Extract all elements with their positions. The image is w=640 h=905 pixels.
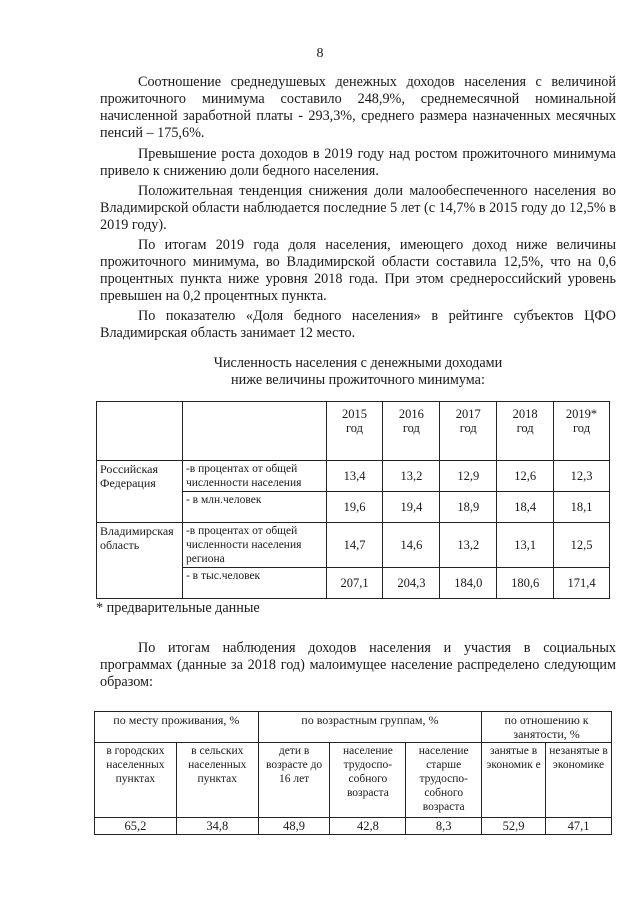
year-label: 2017 bbox=[455, 407, 481, 421]
indicator-label: - в млн.человек bbox=[182, 492, 326, 523]
low-income-distribution-table bbox=[94, 711, 612, 835]
year-unit: год bbox=[402, 421, 420, 435]
region-name: Российская Федерация bbox=[97, 461, 183, 523]
column-header: дети в возрасте до 16 лет bbox=[258, 743, 330, 818]
table-cell: 52,9 bbox=[482, 818, 546, 835]
paragraph-2019-results: По итогам 2019 года доля населения, имеющего доход ниже величины прожиточного минимума, во Владимирской области составила 12,5%, что на 0,6 процентных пункта ниже уровня 2018 года. При этом среднероссийский уровень превышен на 0,2 процентных пункта. bbox=[100, 237, 616, 304]
table-cell: 18,9 bbox=[440, 492, 497, 523]
table1-year-header bbox=[383, 402, 440, 461]
table-cell: 12,6 bbox=[497, 461, 554, 492]
table-row bbox=[97, 461, 610, 492]
table-cell: 48,9 bbox=[258, 818, 330, 835]
table-cell: 12,9 bbox=[440, 461, 497, 492]
table1-caption bbox=[100, 355, 616, 389]
group-employment: по отношению к занятости, % bbox=[482, 712, 612, 743]
poverty-population-table bbox=[96, 401, 610, 599]
paragraph-low-income-distribution: По итогам наблюдения доходов населения и участия в социальных программах (данные за 2018 год) малоимущее население распределено следующим образом: bbox=[100, 640, 616, 690]
table-cell: 13,4 bbox=[326, 461, 383, 492]
table-cell: 14,7 bbox=[326, 523, 383, 568]
region-name: Владимирская область bbox=[97, 523, 183, 599]
paragraph-income-ratio: Соотношение среднедушевых денежных доходов населения с величиной прожиточного минимума составило 248,9%, среднемесячной номинальной начисленной заработной платы - 293,3%, среднего размера назначенных месячных пенсий – 175,6%. bbox=[100, 74, 616, 141]
indicator-label: - в тыс.человек bbox=[182, 568, 326, 599]
table-cell: 19,4 bbox=[383, 492, 440, 523]
group-residence: по месту проживания, % bbox=[95, 712, 259, 743]
table-cell: 13,2 bbox=[440, 523, 497, 568]
table2-column-row bbox=[95, 743, 612, 818]
year-unit: год bbox=[516, 421, 534, 435]
paragraph-cfd-rating: По показателю «Доля бедного населения» в рейтинге субъектов ЦФО Владимирская область занимает 12 место. bbox=[100, 308, 616, 341]
group-age: по возрастным группам, % bbox=[258, 712, 481, 743]
table-cell: 19,6 bbox=[326, 492, 383, 523]
table-cell: 13,2 bbox=[383, 461, 440, 492]
year-label: 2015 bbox=[342, 407, 367, 421]
table-row bbox=[97, 523, 610, 568]
year-label: 2019* bbox=[565, 407, 598, 421]
table1-year-header bbox=[554, 402, 610, 461]
table1-caption-line1: Численность населения с денежными доходами bbox=[213, 355, 503, 371]
column-header: в сельских населенных пунктах bbox=[176, 743, 258, 818]
table1-year-header bbox=[440, 402, 497, 461]
table-cell: 171,4 bbox=[554, 568, 610, 599]
year-unit: год bbox=[459, 421, 477, 435]
table-cell: 18,4 bbox=[497, 492, 554, 523]
column-header: занятые в экономик е bbox=[482, 743, 546, 818]
column-header: население трудоспо-собного возраста bbox=[330, 743, 406, 818]
table1-caption-line2: ниже величины прожиточного минимума: bbox=[231, 372, 485, 388]
table-cell: 14,6 bbox=[383, 523, 440, 568]
table-cell: 13,1 bbox=[497, 523, 554, 568]
indicator-label: -в процентах от общей численности населения региона bbox=[182, 523, 326, 568]
year-label: 2016 bbox=[398, 407, 424, 421]
column-header: население старше трудоспо-собного возраста bbox=[406, 743, 482, 818]
table-cell: 180,6 bbox=[497, 568, 554, 599]
column-header: незанятые в экономике bbox=[546, 743, 612, 818]
indicator-label: -в процентах от общей численности населения bbox=[182, 461, 326, 492]
table2-group-row bbox=[95, 712, 612, 743]
table1-header-row bbox=[97, 402, 610, 461]
table1-year-header bbox=[326, 402, 383, 461]
table-cell: 34,8 bbox=[176, 818, 258, 835]
table-cell: 204,3 bbox=[383, 568, 440, 599]
table-cell: 42,8 bbox=[330, 818, 406, 835]
table1-year-header bbox=[497, 402, 554, 461]
table-cell: 8,3 bbox=[406, 818, 482, 835]
page-number: 8 bbox=[316, 46, 324, 61]
table-cell: 47,1 bbox=[546, 818, 612, 835]
paragraph-income-growth: Превышение роста доходов в 2019 году над ростом прожиточного минимума привело к снижению доли бедного населения. bbox=[100, 146, 616, 179]
paragraph-positive-trend: Положительная тенденция снижения доли малообеспеченного населения во Владимирской области наблюдается последние 5 лет (с 14,7% в 2015 году до 12,5% в 2019 году). bbox=[100, 183, 616, 233]
table-cell: 12,5 bbox=[554, 523, 610, 568]
preliminary-data-footnote: * предварительные данные bbox=[96, 600, 260, 616]
table-cell: 12,3 bbox=[554, 461, 610, 492]
table-cell: 18,1 bbox=[554, 492, 610, 523]
table-row bbox=[95, 818, 612, 835]
year-unit: год bbox=[572, 421, 591, 435]
year-label: 2018 bbox=[512, 407, 538, 421]
year-unit: год bbox=[345, 421, 364, 435]
column-header: в городских населенных пунктах bbox=[95, 743, 177, 818]
table-cell: 184,0 bbox=[440, 568, 497, 599]
table-cell: 65,2 bbox=[95, 818, 177, 835]
table1-header-empty bbox=[182, 402, 326, 461]
table-cell: 207,1 bbox=[326, 568, 383, 599]
table1-header-empty bbox=[97, 402, 183, 461]
